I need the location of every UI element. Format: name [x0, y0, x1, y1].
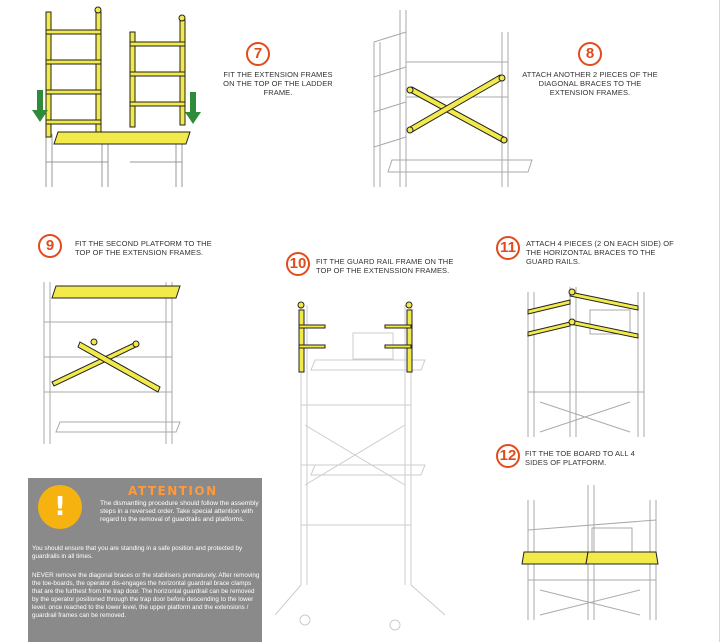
attention-intro: The dismantling procedure should follow the assembly steps in a reversed order. Take special attention with regard to the removal of guardrails and platforms.: [100, 500, 259, 523]
step-12-figure: [520, 480, 665, 620]
exclamation-icon: !: [38, 485, 82, 529]
step-12-caption: FIT THE TOE BOARD TO ALL 4 SIDES OF PLATFORM.: [525, 449, 635, 467]
step-9-caption: FIT THE SECOND PLATFORM TO THE TOP OF THE EXTENSION FRAMES.: [75, 239, 212, 257]
step-8-caption: ATTACH ANOTHER 2 PIECES OF THE DIAGONAL BRACES TO THE EXTENSION FRAMES.: [522, 70, 658, 97]
attention-title: ATTENTION: [128, 484, 218, 498]
step-9-figure: [40, 262, 190, 444]
step-11-caption: ATTACH 4 PIECES (2 ON EACH SIDE) OF THE HORIZONTAL BRACES TO THE GUARD RAILS.: [526, 239, 674, 266]
step-10-figure: [275, 285, 450, 642]
step-7-figure: [30, 2, 210, 187]
page-edge-line: [719, 0, 720, 642]
attention-paragraph-2: NEVER remove the diagonal braces or the stabilisers prematurely. After removing the toe-boards, the operator dis-engages the horizontal guardrail brace clamps that are the furthest from the trap door. The horizontal guardrail can be removed by the operator positioned through the trap door before descending to the lower level. once reached to the lower level, the upper platform and the extensions / guardrail frames can be removed.: [32, 572, 260, 620]
step-8-number: 8: [578, 42, 602, 66]
step-12-number: 12: [496, 444, 520, 468]
attention-panel: [28, 478, 262, 642]
step-10-caption: FIT THE GUARD RAIL FRAME ON THE TOP OF THE EXTENSSION FRAMES.: [316, 257, 454, 275]
step-7-caption: FIT THE EXTENSION FRAMES ON THE TOP OF THE LADDER FRAME.: [223, 70, 333, 97]
attention-paragraph-1: You should ensure that you are standing in a safe position and protected by guardrails in all times.: [32, 545, 243, 561]
step-7-number: 7: [246, 42, 270, 66]
step-11-figure: [520, 282, 665, 437]
step-9-number: 9: [38, 234, 62, 258]
step-11-number: 11: [496, 236, 520, 260]
step-10-number: 10: [286, 252, 310, 276]
